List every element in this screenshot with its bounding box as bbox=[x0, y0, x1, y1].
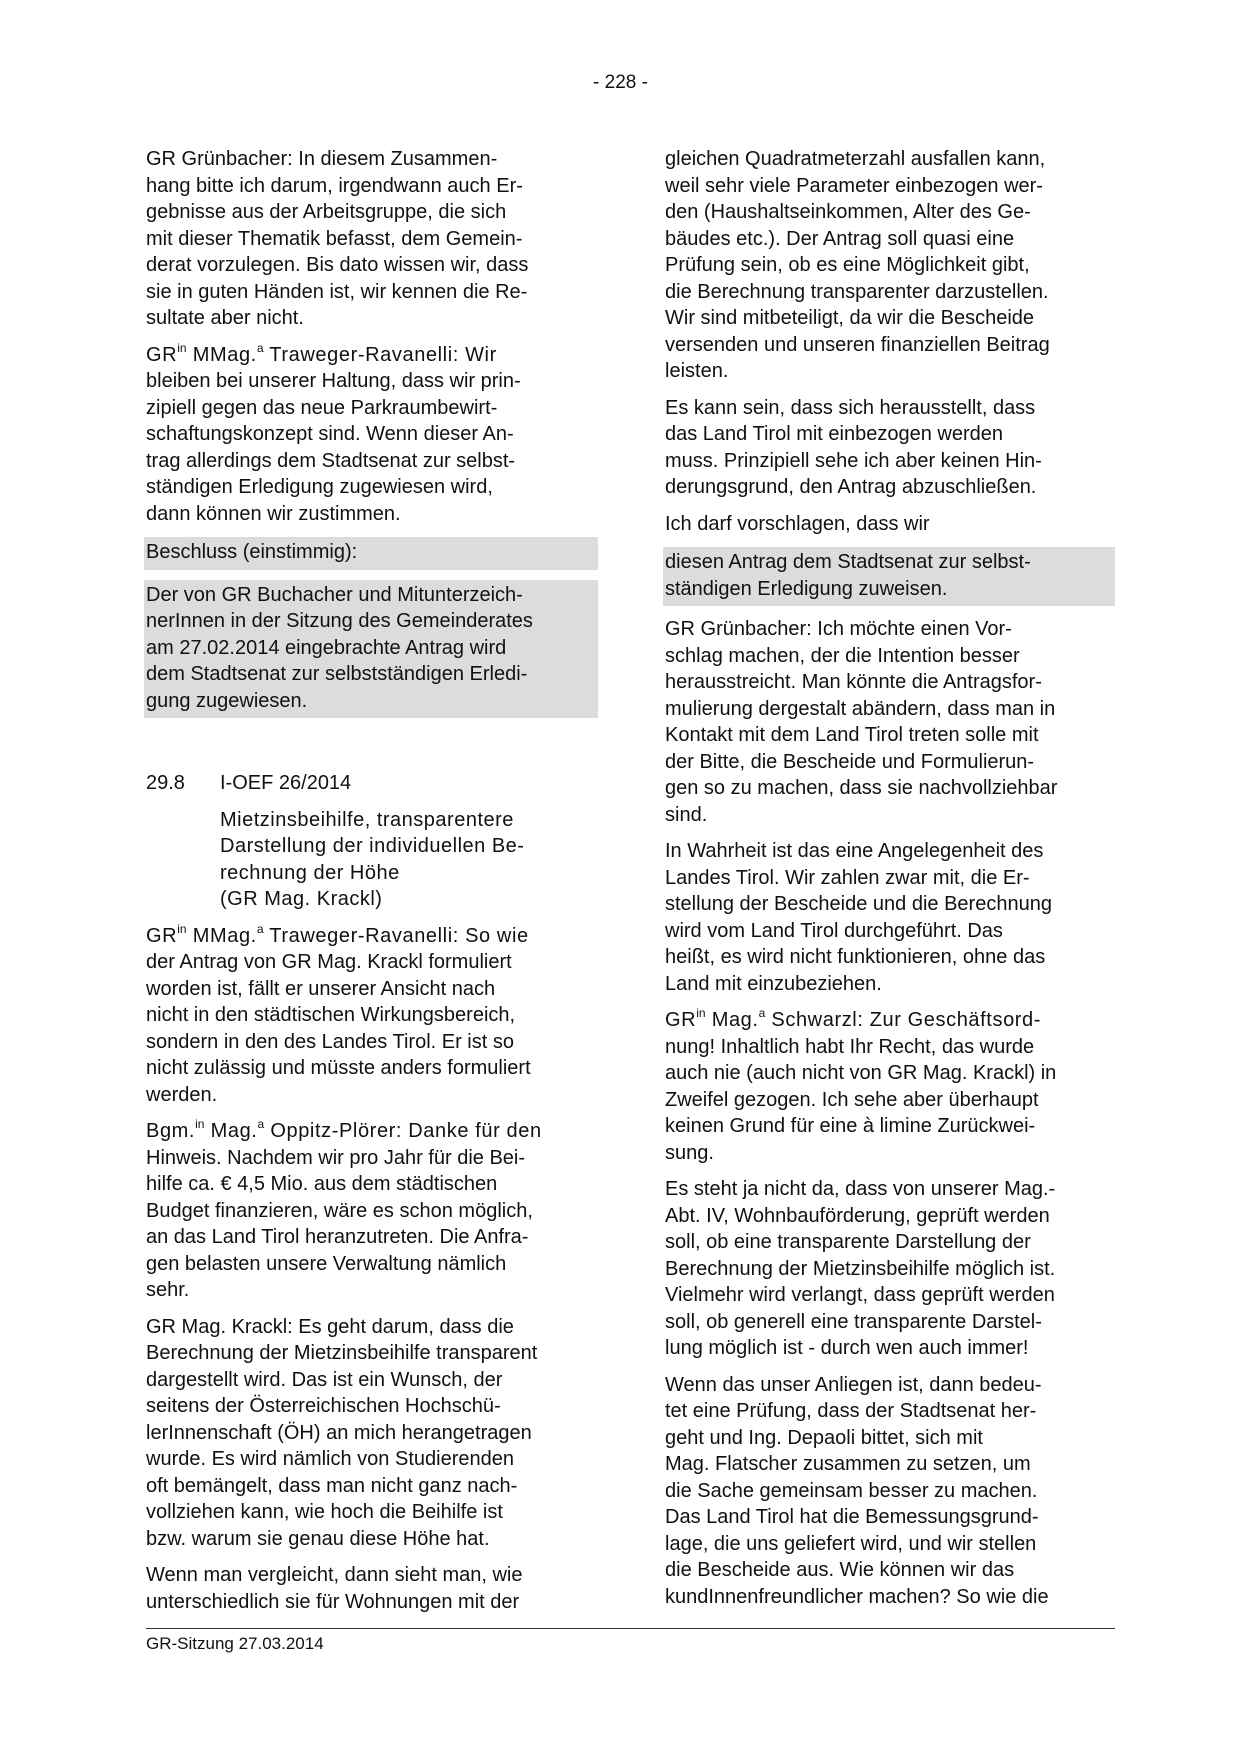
text-line: nung! Inhaltlich habt Ihr Recht, das wurde bbox=[665, 1035, 1035, 1058]
text-line: leisten. bbox=[665, 360, 729, 382]
speaker-degree: MMag. bbox=[186, 924, 257, 947]
text-line: GR Mag. Krackl: Es geht darum, dass die bbox=[146, 1315, 514, 1338]
resolution-heading: Beschluss (einstimmig): bbox=[146, 541, 358, 563]
text-line: Wenn das unser Anliegen ist, dann bedeu- bbox=[665, 1373, 1042, 1396]
paragraph-traweger-ravanelli-1 bbox=[146, 342, 598, 528]
speaker-degree: Mag. bbox=[204, 1120, 258, 1142]
text-line: schaftungskonzept sind. Wenn dieser An- bbox=[146, 423, 514, 445]
text-line: sie in guten Händen ist, wir kennen die Re- bbox=[146, 280, 528, 303]
paragraph-krackl-1 bbox=[146, 1314, 598, 1553]
text-line: tet eine Prüfung, dass der Stadtsenat her- bbox=[665, 1400, 1037, 1422]
resolution-box bbox=[144, 580, 598, 719]
text-line: an das Land Tirol heranzutreten. Die Anfra- bbox=[146, 1226, 529, 1248]
speaker-degree: MMag. bbox=[186, 343, 257, 366]
speaker-name: Schwarzl: Zur Geschäftsord- bbox=[765, 1009, 1042, 1031]
text-line: gleichen Quadratmeterzahl ausfallen kann, bbox=[665, 148, 1046, 170]
agenda-item bbox=[146, 770, 598, 913]
speaker-name: Traweger-Ravanelli: Wir bbox=[263, 343, 497, 366]
text-line: geht und Ing. Depaoli bittet, sich mit bbox=[665, 1426, 983, 1449]
text-line: sondern in den des Landes Tirol. Er ist so bbox=[146, 1030, 514, 1053]
text-line: sehr. bbox=[146, 1279, 190, 1301]
paragraph-body bbox=[146, 951, 531, 1106]
paragraph-oppitz-ploerer bbox=[146, 1118, 598, 1304]
paragraph-schwarzl-3 bbox=[665, 1372, 1115, 1611]
text-line: keinen Grund für eine à limine Zurückwei- bbox=[665, 1115, 1036, 1137]
text-line: kundInnenfreundlicher machen? So wie die bbox=[665, 1585, 1049, 1608]
text-line: derat vorzulegen. Bis dato wissen wir, dass bbox=[146, 254, 529, 276]
resolution-heading-box bbox=[144, 537, 598, 570]
footer-divider bbox=[146, 1628, 1115, 1629]
text-line: soll, ob eine transparente Darstellung der bbox=[665, 1231, 1031, 1253]
text-line: derungsgrund, den Antrag abzuschließen. bbox=[665, 476, 1037, 498]
paragraph-gruenbacher-3 bbox=[665, 838, 1115, 997]
text-line: hilfe ca. € 4,5 Mio. aus dem städtischen bbox=[146, 1173, 498, 1195]
text-line: Prüfung sein, ob es eine Möglichkeit gibt, bbox=[665, 254, 1030, 276]
text-line: nerInnen in der Sitzung des Gemeinderates bbox=[146, 610, 533, 632]
text-line: gebnisse aus der Arbeitsgruppe, die sich bbox=[146, 201, 507, 223]
text-line: die Sache gemeinsam besser zu machen. bbox=[665, 1479, 1038, 1502]
text-line: sind. bbox=[665, 803, 708, 826]
text-line: unterschiedlich sie für Wohnungen mit der bbox=[146, 1590, 520, 1613]
superscript: in bbox=[696, 1006, 706, 1020]
agenda-number: 29.8 bbox=[146, 772, 185, 794]
text-line: gung zugewiesen. bbox=[146, 689, 308, 712]
text-line: Mietzinsbeihilfe, transparentere bbox=[220, 808, 514, 831]
superscript: a bbox=[256, 340, 264, 355]
text-line: Mag. Flatscher zusammen zu setzen, um bbox=[665, 1453, 1031, 1475]
paragraph-body bbox=[665, 1036, 1056, 1164]
text-line: lerInnenschaft (ÖH) an mich herangetragen bbox=[146, 1421, 532, 1444]
text-line: lung möglich ist - durch wen auch immer! bbox=[665, 1337, 1029, 1359]
text-line: bzw. warum sie genau diese Höhe hat. bbox=[146, 1527, 490, 1550]
text-line: Land mit einzubeziehen. bbox=[665, 972, 882, 995]
text-line: vollziehen kann, wie hoch die Beihilfe ist bbox=[146, 1501, 503, 1523]
text-line: Darstellung der individuellen Be- bbox=[220, 835, 525, 857]
proposal-box bbox=[663, 547, 1115, 606]
text-line: die Berechnung transparenter darzustellen. bbox=[665, 280, 1049, 303]
text-line: das Land Tirol mit einbezogen werden bbox=[665, 423, 1003, 445]
paragraph-schwarzl-1 bbox=[665, 1007, 1115, 1166]
text-line: herausstreicht. Man könnte die Antragsfor- bbox=[665, 671, 1042, 693]
text-line: am 27.02.2014 eingebrachte Antrag wird bbox=[146, 636, 507, 659]
text-line: hang bitte ich darum, irgendwann auch Er- bbox=[146, 174, 523, 197]
resolution-text bbox=[146, 582, 592, 715]
text-line: Es kann sein, dass sich herausstellt, dass bbox=[665, 396, 1036, 419]
text-line: dann können wir zustimmen. bbox=[146, 502, 401, 525]
text-line: der Bitte, die Bescheide und Formulierun- bbox=[665, 750, 1035, 773]
left-column bbox=[146, 146, 598, 1625]
text-line: mit dieser Thematik befasst, dem Gemein- bbox=[146, 227, 523, 250]
superscript: a bbox=[256, 921, 264, 936]
text-line: nicht zulässig und müsste anders formuliert bbox=[146, 1057, 531, 1079]
text-line: sultate aber nicht. bbox=[146, 307, 304, 329]
paragraph-gruenbacher-2 bbox=[665, 616, 1115, 828]
text-line: nicht in den städtischen Wirkungsbereich, bbox=[146, 1004, 516, 1026]
speaker-title: GR bbox=[146, 343, 178, 366]
superscript: in bbox=[177, 921, 187, 936]
text-line: soll, ob generell eine transparente Darstel- bbox=[665, 1310, 1042, 1333]
text-line: dem Stadtsenat zur selbstständigen Erledi- bbox=[146, 663, 528, 685]
paragraph-schwarzl-2 bbox=[665, 1176, 1115, 1362]
text-line: gen belasten unsere Verwaltung nämlich bbox=[146, 1252, 507, 1275]
paragraph-gruenbacher-1 bbox=[146, 146, 598, 332]
text-line: gen so zu machen, dass sie nachvollziehbar bbox=[665, 777, 1058, 799]
paragraph-krackl-3 bbox=[665, 146, 1115, 385]
text-line: Abt. IV, Wohnbauförderung, geprüft werden bbox=[665, 1204, 1050, 1227]
text-line: Wir sind mitbeteiligt, da wir die Bescheide bbox=[665, 307, 1035, 329]
superscript: in bbox=[195, 1117, 205, 1131]
text-line: ständigen Erledigung zugewiesen wird, bbox=[146, 476, 493, 498]
text-line: die Bescheide aus. Wie können wir das bbox=[665, 1559, 1015, 1581]
right-column bbox=[665, 146, 1115, 1620]
text-line: Wenn man vergleicht, dann sieht man, wie bbox=[146, 1564, 523, 1586]
text-line: der Antrag von GR Mag. Krackl formuliert bbox=[146, 951, 512, 973]
text-line: wird vom Land Tirol durchgeführt. Das bbox=[665, 919, 1003, 942]
paragraph-traweger-ravanelli-2 bbox=[146, 923, 598, 1109]
paragraph-krackl-5: Ich darf vorschlagen, dass wir bbox=[665, 512, 930, 535]
text-line: Hinweis. Nachdem wir pro Jahr für die Bei- bbox=[146, 1146, 526, 1169]
text-line: weil sehr viele Parameter einbezogen wer- bbox=[665, 174, 1043, 197]
speaker-title: GR bbox=[665, 1009, 697, 1031]
speaker-title: Bgm. bbox=[146, 1120, 196, 1142]
speaker-degree: Mag. bbox=[705, 1009, 759, 1031]
speaker-title: GR bbox=[146, 924, 178, 947]
text-line: Berechnung der Mietzinsbeihilfe transparent bbox=[146, 1342, 538, 1364]
text-line: trag allerdings dem Stadtsenat zur selbst- bbox=[146, 449, 516, 472]
text-line: werden. bbox=[146, 1083, 218, 1106]
text-line: stellung der Bescheide und die Berechnung bbox=[665, 893, 1052, 915]
page-number: - 228 - bbox=[593, 72, 648, 93]
text-line: In Wahrheit ist das eine Angelegenheit des bbox=[665, 840, 1044, 862]
text-line: muss. Prinzipiell sehe ich aber keinen Hin- bbox=[665, 449, 1042, 472]
text-line: Es steht ja nicht da, dass von unserer Mag.- bbox=[665, 1178, 1056, 1200]
superscript: in bbox=[177, 340, 187, 355]
text-line: sung. bbox=[665, 1141, 714, 1164]
paragraph-body bbox=[146, 1147, 533, 1302]
proposal-text bbox=[665, 549, 1109, 602]
agenda-title bbox=[220, 807, 598, 913]
paragraph-krackl-4 bbox=[665, 395, 1115, 501]
text-line: mulierung dergestalt abändern, dass man in bbox=[665, 697, 1056, 720]
agenda-code: I-OEF 26/2014 bbox=[220, 772, 352, 794]
text-line: Zweifel gezogen. Ich sehe aber überhaupt bbox=[665, 1088, 1039, 1111]
text-line: oft bemängelt, dass man nicht ganz nach- bbox=[146, 1474, 518, 1497]
text-line: Der von GR Buchacher und Mitunterzeich- bbox=[146, 583, 523, 606]
text-line: bleiben bei unserer Haltung, dass wir prin- bbox=[146, 370, 521, 392]
superscript: a bbox=[257, 1117, 265, 1131]
paragraph-body bbox=[146, 370, 521, 525]
text-line: dargestellt wird. Das ist ein Wunsch, der bbox=[146, 1368, 503, 1391]
text-line: lage, die uns geliefert wird, und wir stellen bbox=[665, 1532, 1037, 1555]
footer-session-date: GR-Sitzung 27.03.2014 bbox=[146, 1634, 324, 1653]
text-line: (GR Mag. Krackl) bbox=[220, 888, 383, 910]
text-line: Kontakt mit dem Land Tirol treten solle mit bbox=[665, 724, 1039, 746]
speaker-name: Oppitz-Plörer: Danke für den bbox=[264, 1120, 542, 1142]
speaker-name: Traweger-Ravanelli: So wie bbox=[263, 924, 529, 947]
text-line: heißt, es wird nicht funktionieren, ohne das bbox=[665, 946, 1046, 968]
text-line: schlag machen, der die Intention besser bbox=[665, 644, 1020, 667]
paragraph-krackl-2 bbox=[146, 1562, 598, 1615]
text-line: zipiell gegen das neue Parkraumbewirt- bbox=[146, 396, 498, 419]
text-line: GR Grünbacher: In diesem Zusammen- bbox=[146, 148, 498, 170]
text-line: rechnung der Höhe bbox=[220, 861, 400, 884]
text-line: wurde. Es wird nämlich von Studierenden bbox=[146, 1448, 514, 1470]
superscript: a bbox=[758, 1006, 766, 1020]
text-line: bäudes etc.). Der Antrag soll quasi eine bbox=[665, 227, 1015, 250]
text-line: worden ist, fällt er unserer Ansicht nach bbox=[146, 977, 496, 1000]
text-line: Vielmehr wird verlangt, dass geprüft werden bbox=[665, 1284, 1055, 1306]
text-line: Budget finanzieren, wäre es schon möglich, bbox=[146, 1199, 533, 1222]
text-line: ständigen Erledigung zuweisen. bbox=[665, 577, 948, 600]
text-line: Landes Tirol. Wir zahlen zwar mit, die Er- bbox=[665, 866, 1030, 889]
text-line: seitens der Österreichischen Hochschü- bbox=[146, 1395, 501, 1417]
text-line: Berechnung der Mietzinsbeihilfe möglich ist. bbox=[665, 1257, 1056, 1280]
text-line: GR Grünbacher: Ich möchte einen Vor- bbox=[665, 618, 1012, 640]
text-line: den (Haushaltseinkommen, Alter des Ge- bbox=[665, 201, 1031, 223]
text-line: Das Land Tirol hat die Bemessungsgrund- bbox=[665, 1506, 1039, 1528]
text-line: versenden und unseren finanziellen Beitrag bbox=[665, 333, 1050, 356]
text-line: diesen Antrag dem Stadtsenat zur selbst- bbox=[665, 551, 1031, 573]
text-line: auch nie (auch nicht von GR Mag. Krackl) in bbox=[665, 1062, 1057, 1084]
